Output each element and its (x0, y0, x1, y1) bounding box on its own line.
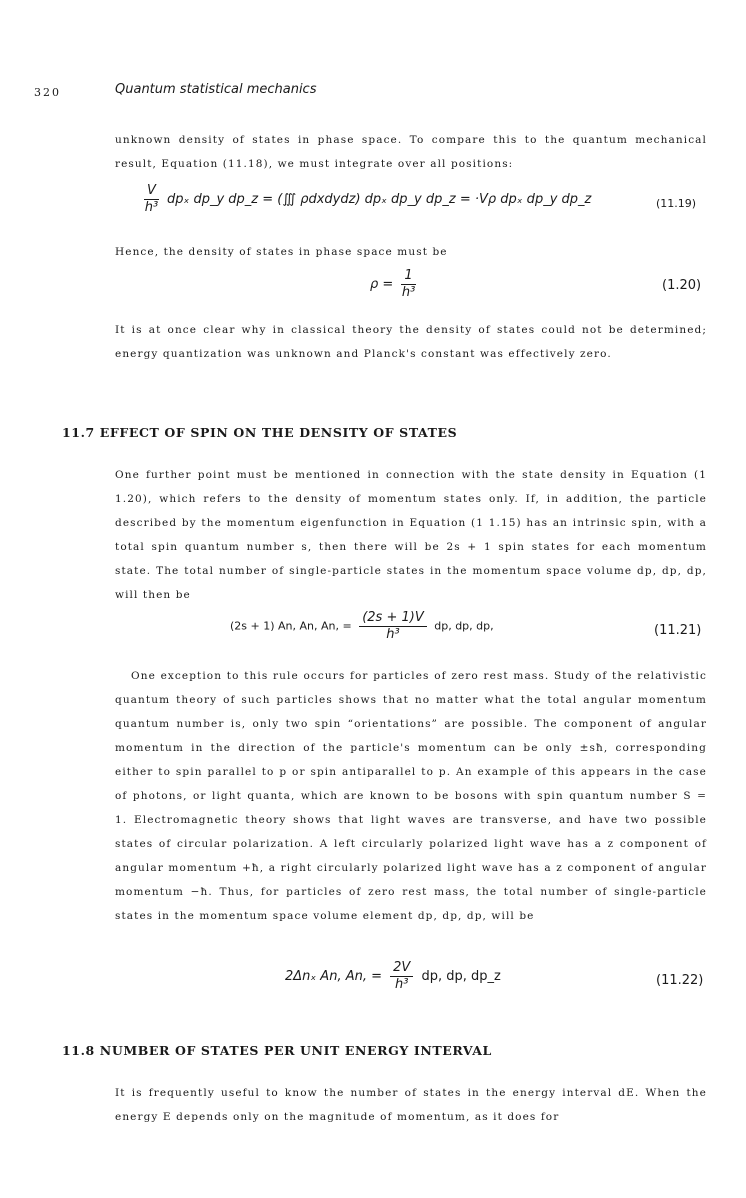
eq-11-22-number: (11.22) (656, 973, 704, 988)
eq-11-22-numerator: 2V (390, 960, 413, 977)
eq-11-22-denominator: h³ (395, 977, 409, 992)
eq-11-20-fraction (401, 268, 415, 301)
eq-11-19-denominator: h³ (144, 200, 159, 215)
eq-11-19-lhs: dpₓ dp_y dp_z = (167, 192, 274, 207)
running-title: Quantum statistical mechanics (115, 82, 317, 97)
eq-11-21-number: (11.21) (654, 623, 702, 638)
equation-11-20 (370, 268, 420, 301)
eq-11-19-fraction (144, 183, 159, 216)
eq-11-20-number: (1.20) (662, 278, 702, 293)
eq-11-21-rhs: dp, dp, dp, (434, 619, 494, 633)
section-heading-11-7: 11.7 EFFECT OF SPIN ON THE DENSITY OF STATES (62, 425, 458, 440)
eq-11-19-number: (11.19) (656, 197, 697, 210)
paragraph-5: One exception to this rule occurs for particles of zero rest mass. Study of the relativistic quantum theory of such particles shows that no matter what the total angular momentum quantum number is, only two spin “orientations” are possible. The component of angular momentum in the direction of the particle's momentum can be only ±sħ, corresponding either to spin parallel to p or spin antiparallel to p. An example of this appears in the case of photons, or light quanta, which are known to be bosons with spin quantum number S = 1. Electromagnetic theory shows that light waves are transverse, and have two possible states of circular polarization. A left circularly polarized light wave has a z component of angular momentum +ħ, a right circularly polarized light wave has a z component of angular momentum −ħ. Thus, for particles of zero rest mass, the total number of single-particle states in the momentum space volume element dp, dp, dp, will be (115, 670, 707, 922)
eq-11-22-rhs: dp, dp, dp_z (421, 969, 501, 984)
paragraph-6: It is frequently useful to know the number of states in the energy interval dE. When the energy E depends only on the magnitude of momentum, as it does for (115, 1087, 707, 1123)
eq-11-21-denominator: h³ (386, 627, 400, 642)
equation-11-21 (230, 610, 494, 643)
equation-11-19 (140, 183, 591, 216)
section-heading-11-8: 11.8 NUMBER OF STATES PER UNIT ENERGY INTERVAL (62, 1043, 492, 1058)
paragraph-1: unknown density of states in phase space. To compare this to the quantum mechanical result, Equation (11.18), we must integrate over all positions: (115, 134, 707, 170)
eq-11-19-rhs: (∭ ρdxdydz) dpₓ dp_y dp_z = ·Vρ dpₓ dp_y dp_z (277, 192, 592, 207)
paragraph-4: One further point must be mentioned in connection with the state density in Equation (1 1.20), which refers to the density of momentum states only. If, in addition, the particle described by the momentum eigenfunction in Equation (1 1.15) has an intrinsic spin, with a total spin quantum number s, then there will be 2s + 1 spin states for each momentum state. The total number of single-particle states in the momentum space volume dp, dp, dp, will then be (115, 469, 707, 601)
eq-11-21-lhs: (2s + 1) An, An, An, = (230, 619, 352, 633)
eq-11-21-fraction (359, 610, 427, 643)
eq-11-21-numerator: (2s + 1)V (359, 610, 427, 627)
equation-11-22 (285, 960, 501, 993)
eq-11-20-numerator: 1 (401, 268, 415, 285)
eq-11-20-lhs: ρ = (370, 277, 394, 292)
eq-11-20-denominator: h³ (401, 285, 416, 300)
eq-11-22-fraction (390, 960, 413, 993)
paragraph-3: It is at once clear why in classical theory the density of states could not be determined; energy quantization was unknown and Planck's constant was effectively zero. (115, 324, 707, 360)
page-number: 320 (34, 86, 61, 99)
paragraph-2: Hence, the density of states in phase space must be (115, 246, 448, 258)
eq-11-19-numerator: V (144, 183, 159, 200)
eq-11-22-lhs: 2Δnₓ An, An, = (285, 969, 382, 984)
